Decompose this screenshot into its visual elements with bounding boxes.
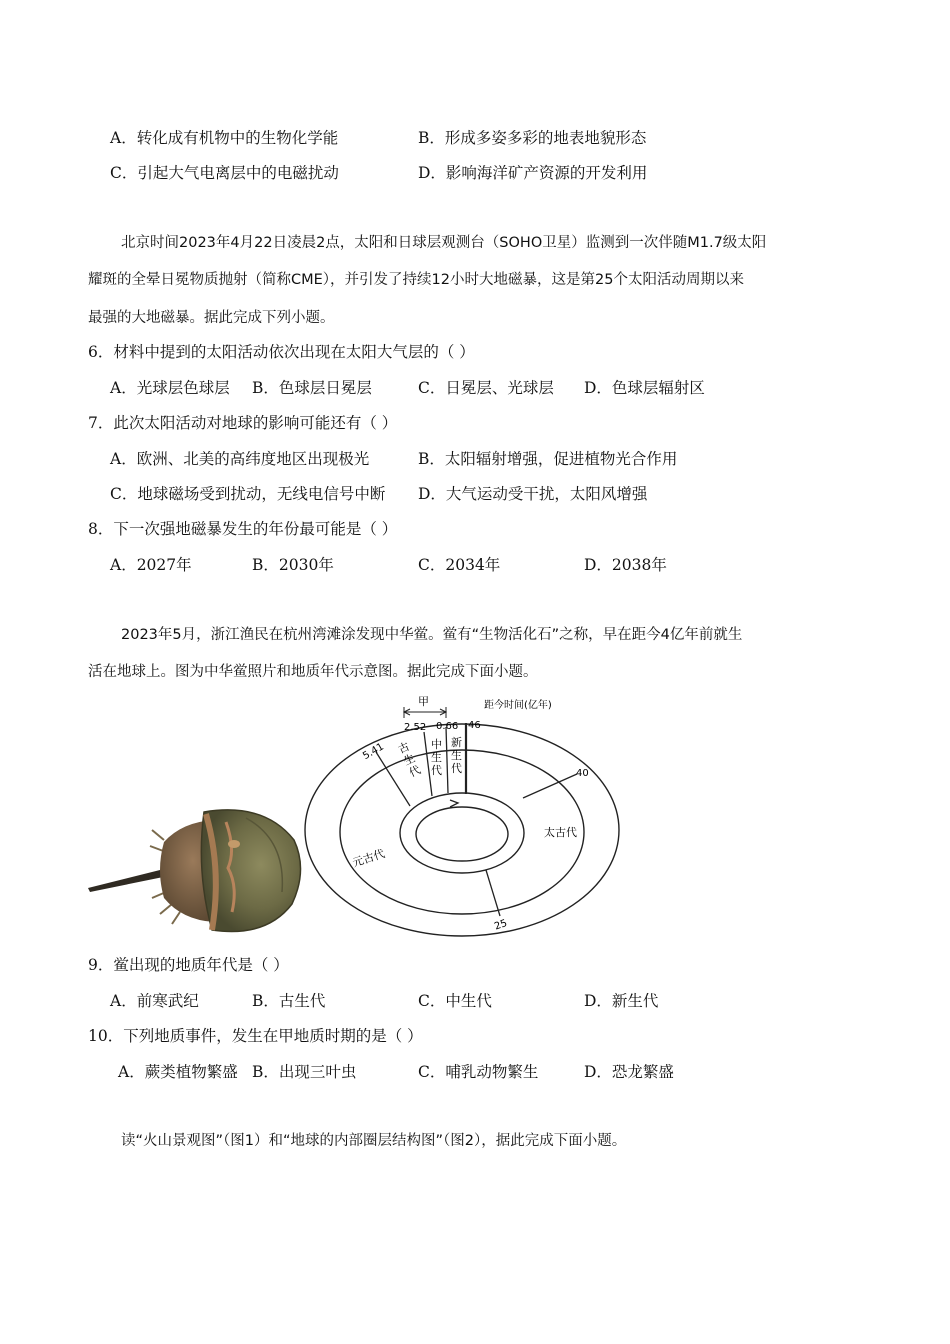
q9-stem: 9．鲎出现的地质年代是（ ） xyxy=(88,956,289,974)
boundary-066 xyxy=(446,727,448,793)
boundary-25 xyxy=(486,870,500,916)
q6-option-b: B．色球层日冕层 xyxy=(252,379,372,397)
mesozoic-char-3: 代 xyxy=(431,764,442,777)
cenozoic-char-3: 代 xyxy=(451,762,462,775)
q10-option-c: C．哺乳动物繁生 xyxy=(418,1063,539,1081)
passage1-line1: 北京时间2023年4月22日凌晨2点，太阳和日球层观测台（SOHO卫星）监测到一次伴随M1.7级太阳 xyxy=(121,235,767,251)
q8-option-b: B．2030年 xyxy=(252,556,334,574)
passage3-line1: 读“火山景观图”（图1）和“地球的内部圈层结构图”（图2），据此完成下面小题。 xyxy=(121,1133,627,1149)
passage2-line2: 活在地球上。图为中华鲎照片和地质年代示意图。据此完成下面小题。 xyxy=(88,664,538,680)
mesozoic-char-2: 生 xyxy=(431,751,442,764)
cenozoic-char-2: 生 xyxy=(451,749,462,762)
q10-option-a: A．蕨类植物繁盛 xyxy=(118,1063,238,1081)
q5-option-a: A．转化成有机物中的生物化学能 xyxy=(110,129,339,147)
paleozoic-char-2: 生 xyxy=(401,751,418,768)
q6-stem: 6．材料中提到的太阳活动依次出现在太阳大气层的（ ） xyxy=(88,343,475,361)
label-46: 46 xyxy=(468,720,481,731)
label-066: 0.66 xyxy=(436,721,459,732)
q8-option-d: D．2038年 xyxy=(584,556,667,574)
boundary-40 xyxy=(523,774,577,798)
q7-option-c: C．地球磁场受到扰动，无线电信号中断 xyxy=(110,485,386,503)
label-40: 40 xyxy=(576,768,589,779)
q5-option-d: D．影响海洋矿产资源的开发利用 xyxy=(418,164,648,182)
label-541: 5.41 xyxy=(361,741,386,763)
arrow-head xyxy=(450,800,458,807)
mesozoic-char-1: 中 xyxy=(431,738,442,751)
q9-option-c: C．中生代 xyxy=(418,992,492,1010)
q7-stem: 7．此次太阳活动对地球的影响可能还有（ ） xyxy=(88,414,398,432)
label-252: 2.52 xyxy=(404,722,427,733)
proterozoic-label: 元古代 xyxy=(350,847,387,870)
paleozoic-char-1: 古 xyxy=(396,739,412,757)
q9-option-d: D．新生代 xyxy=(584,992,659,1010)
q10-stem: 10．下列地质事件，发生在甲地质时期的是（ ） xyxy=(88,1027,423,1045)
q6-option-d: D．色球层辐射区 xyxy=(584,379,705,397)
q7-option-a: A．欧洲、北美的高纬度地区出现极光 xyxy=(110,450,370,468)
label-25: 25 xyxy=(492,917,509,933)
horseshoe-crab-image xyxy=(86,800,308,940)
q6-option-a: A．光球层色球层 xyxy=(110,379,230,397)
passage1-line3: 最强的大地磁暴。据此完成下列小题。 xyxy=(88,310,335,326)
q7-option-b: B．太阳辐射增强，促进植物光合作用 xyxy=(418,450,678,468)
time-unit-label: 距今时间(亿年) xyxy=(484,700,552,711)
q6-option-c: C．日冕层、光球层 xyxy=(418,379,554,397)
q10-option-d: D．恐龙繁盛 xyxy=(584,1063,674,1081)
arrow-circle xyxy=(416,807,508,861)
geologic-time-diagram xyxy=(300,690,630,940)
q10-option-b: B．出现三叶虫 xyxy=(252,1063,357,1081)
q5-option-c: C．引起大气电离层中的电磁扰动 xyxy=(110,164,339,182)
paleozoic-char-3: 代 xyxy=(407,763,423,780)
q5-option-b: B．形成多姿多彩的地表地貌形态 xyxy=(418,129,647,147)
q8-option-a: A．2027年 xyxy=(110,556,192,574)
passage2-line1: 2023年5月，浙江渔民在杭州湾滩涂发现中华鲎。鲎有“生物活化石”之称，早在距今4亿年前就生 xyxy=(121,627,743,643)
q8-stem: 8．下一次强地磁暴发生的年份最可能是（ ） xyxy=(88,520,398,538)
jia-label: 甲 xyxy=(418,695,429,708)
q9-option-a: A．前寒武纪 xyxy=(110,992,199,1010)
q8-option-c: C．2034年 xyxy=(418,556,501,574)
q9-option-b: B．古生代 xyxy=(252,992,326,1010)
cenozoic-char-1: 新 xyxy=(451,736,462,749)
q7-option-d: D．大气运动受干扰，太阳风增强 xyxy=(418,485,648,503)
passage1-line2: 耀斑的全晕日冕物质抛射（简称CME），并引发了持续12小时大地磁暴，这是第25个太阳活动周期以来 xyxy=(88,272,744,288)
archean-label: 太古代 xyxy=(544,826,577,839)
